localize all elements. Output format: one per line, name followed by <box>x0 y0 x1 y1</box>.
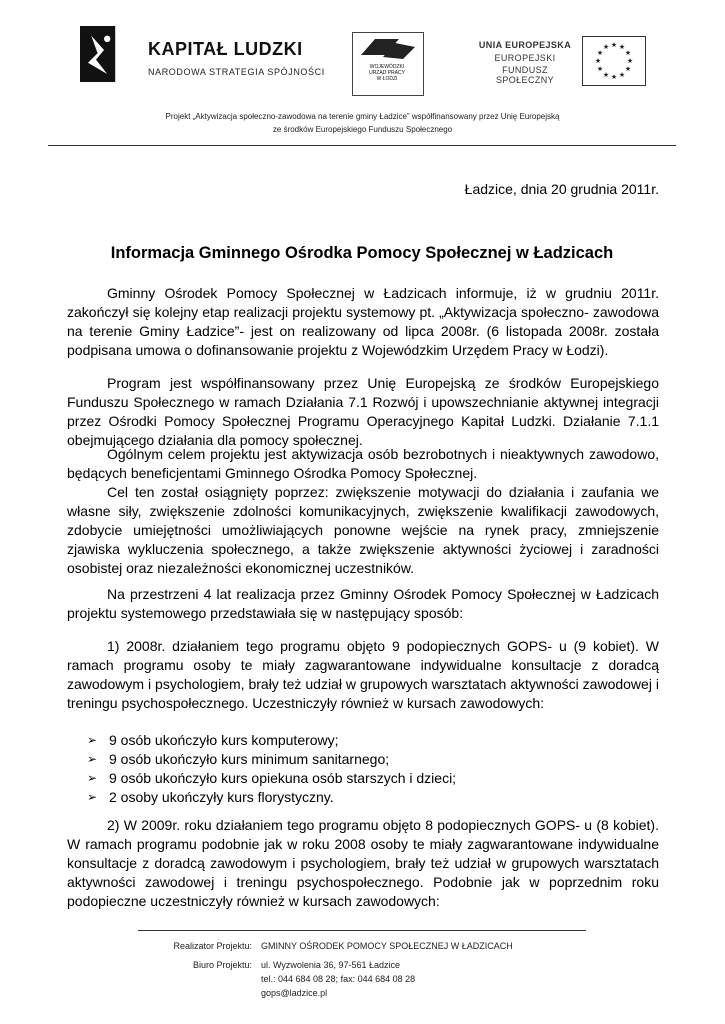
kapital-ludzki-subtitle: NARODOWA STRATEGIA SPÓJNOŚCI <box>148 67 325 77</box>
svg-text:★: ★ <box>602 71 610 79</box>
paragraph-1: Gminny Ośrodek Pomocy Społecznej w Ładzicach informuje, iż w grudniu 2011r. zakończył się kolejny etap realizacji projektu systemowy pt. „Aktywizacja społeczno- zawodowa na terenie Gminy Ładzice”- jest on realizowany od lipca 2008r. (6 listopada 2008r. została podpisana umowa o dofinansowanie projektu z Wojewódzkim Urzędem Pracy w Łodzi). <box>67 285 659 358</box>
svg-text:★: ★ <box>618 71 626 79</box>
kapital-ludzki-logo <box>80 22 128 94</box>
biuro-phone: tel.: 044 684 08 28; fax: 044 684 08 28 <box>261 974 416 984</box>
ue-line-3: FUNDUSZ SPOŁECZNY <box>495 65 555 85</box>
svg-text:★: ★ <box>610 41 618 49</box>
document-date: Ładzice, dnia 20 grudnia 2011r. <box>464 181 659 197</box>
paragraph-6: 1) 2008r. działaniem tego programu objęto 9 podopiecznych GOPS- u (9 kobiet). W ramach programu osoby te miały zagwarantowane indywidualne konsultacje z doradcą zawodowym i psychologiem, brały też udział w grupowych warsztatach aktywności zawodowej i treningu psychospołecznego. Uczestniczyły również w kursach zawodowych: <box>67 638 659 711</box>
paragraph-2: Program jest współfinansowany przez Unię Europejską ze środków Europejskiego Funduszu Społecznego w ramach Działania 7.1 Rozwój i upowszechnianie aktywnej integracji przez Ośrodki Pomocy Społecznej Programu Operacyjnego Kapitał Ludzki. Działanie 7.1.1 obejmującego działania dla pomocy społecznej. <box>67 375 659 448</box>
document-title: Informacja Gminnego Ośrodka Pomocy Społecznej w Ładzicach <box>110 244 614 262</box>
svg-text:★: ★ <box>602 43 610 51</box>
ue-line-1: UNIA EUROPEJSKA <box>478 40 572 50</box>
svg-text:★: ★ <box>596 65 604 73</box>
svg-text:★: ★ <box>594 57 602 65</box>
realizator-label: Realizator Projektu: <box>173 941 252 951</box>
footer-divider <box>138 930 586 931</box>
paragraph-3: Ogólnym celem projektu jest aktywizacja osób bezrobotnych i nieaktywnych zawodowo, będących beneficjentami Gminnego Ośrodka Pomocy Społecznej. <box>67 446 659 481</box>
course-list <box>87 731 456 807</box>
list-item: ➢ 9 osób ukończyło kurs minimum sanitarnego; <box>87 750 456 769</box>
list-item: ➢ 9 osób ukończyło kurs komputerowy; <box>87 731 456 750</box>
svg-text:★: ★ <box>596 49 604 57</box>
realizator-value: GMINNY OŚRODEK POMOCY SPOŁECZNEJ W ŁADZICACH <box>261 941 513 951</box>
wup-arrows-icon <box>353 33 423 63</box>
eu-flag-icon <box>582 36 646 86</box>
biuro-label: Biuro Projektu: <box>192 960 252 970</box>
svg-text:★: ★ <box>618 43 626 51</box>
svg-text:★: ★ <box>610 73 618 81</box>
biuro-address: ul. Wyzwolenia 36, 97-561 Ładzice <box>261 960 400 970</box>
biuro-email: gops@ladzice.pl <box>261 988 328 998</box>
paragraph-5: Na przestrzeni 4 lat realizacja przez Gminny Ośrodek Pomocy Społecznej w Ładzicach projektu systemowego przedstawiała się w następujący sposób: <box>67 586 659 621</box>
list-item: ➢ 9 osób ukończyło kurs opiekuna osób starszych i dzieci; <box>87 769 456 788</box>
paragraph-4: Cel ten został osiągnięty poprzez: zwiększenie motywacji do działania i zaufania we własne siły, zwiększenie zdolności komunikacyjnych, zwiększenie kwalifikacji zawodowych, zdobycie umiejętności umożliwiających ponowne wejście na rynek pracy, zmniejszenie zjawiska wykluczenia społecznego, a także zwiększenie aktywności życiowej i zaradności osobistej oraz niezależności ekonomicznej uczestników. <box>67 484 659 576</box>
ue-line-2: EUROPEJSKI <box>494 53 556 63</box>
svg-text:★: ★ <box>626 57 634 65</box>
list-item: ➢ 2 osoby ukończyły kurs florystyczny. <box>87 788 456 807</box>
kapital-ludzki-title: KAPITAŁ LUDZKI <box>148 39 303 59</box>
project-description: Projekt „Aktywizacja społeczno-zawodowa na terenie gminy Ładzice” współfinansowany przez Unię Europejską ze środków Europejskiego Funduszu Społecznego <box>165 112 560 134</box>
svg-text:★: ★ <box>624 49 632 57</box>
wup-logo-text: WOJEWÓDZKI URZĄD PRACY W ŁODZI <box>369 64 405 82</box>
svg-text:★: ★ <box>624 65 632 73</box>
header-divider <box>48 145 676 146</box>
paragraph-7: 2) W 2009r. roku działaniem tego programu objęto 8 podopiecznych GOPS- u (8 kobiet). W ramach programu podobnie jak w roku 2008 osoby te miały zagwarantowane indywidualne konsultacje z doradcą zawodowym i psychologiem, brały też udział w grupowych warsztatach aktywności zawodowej i treningu psychospołecznego. Podobnie jak w poprzednim roku podopieczne uczestniczyły również w kursach zawodowych: <box>67 817 659 909</box>
